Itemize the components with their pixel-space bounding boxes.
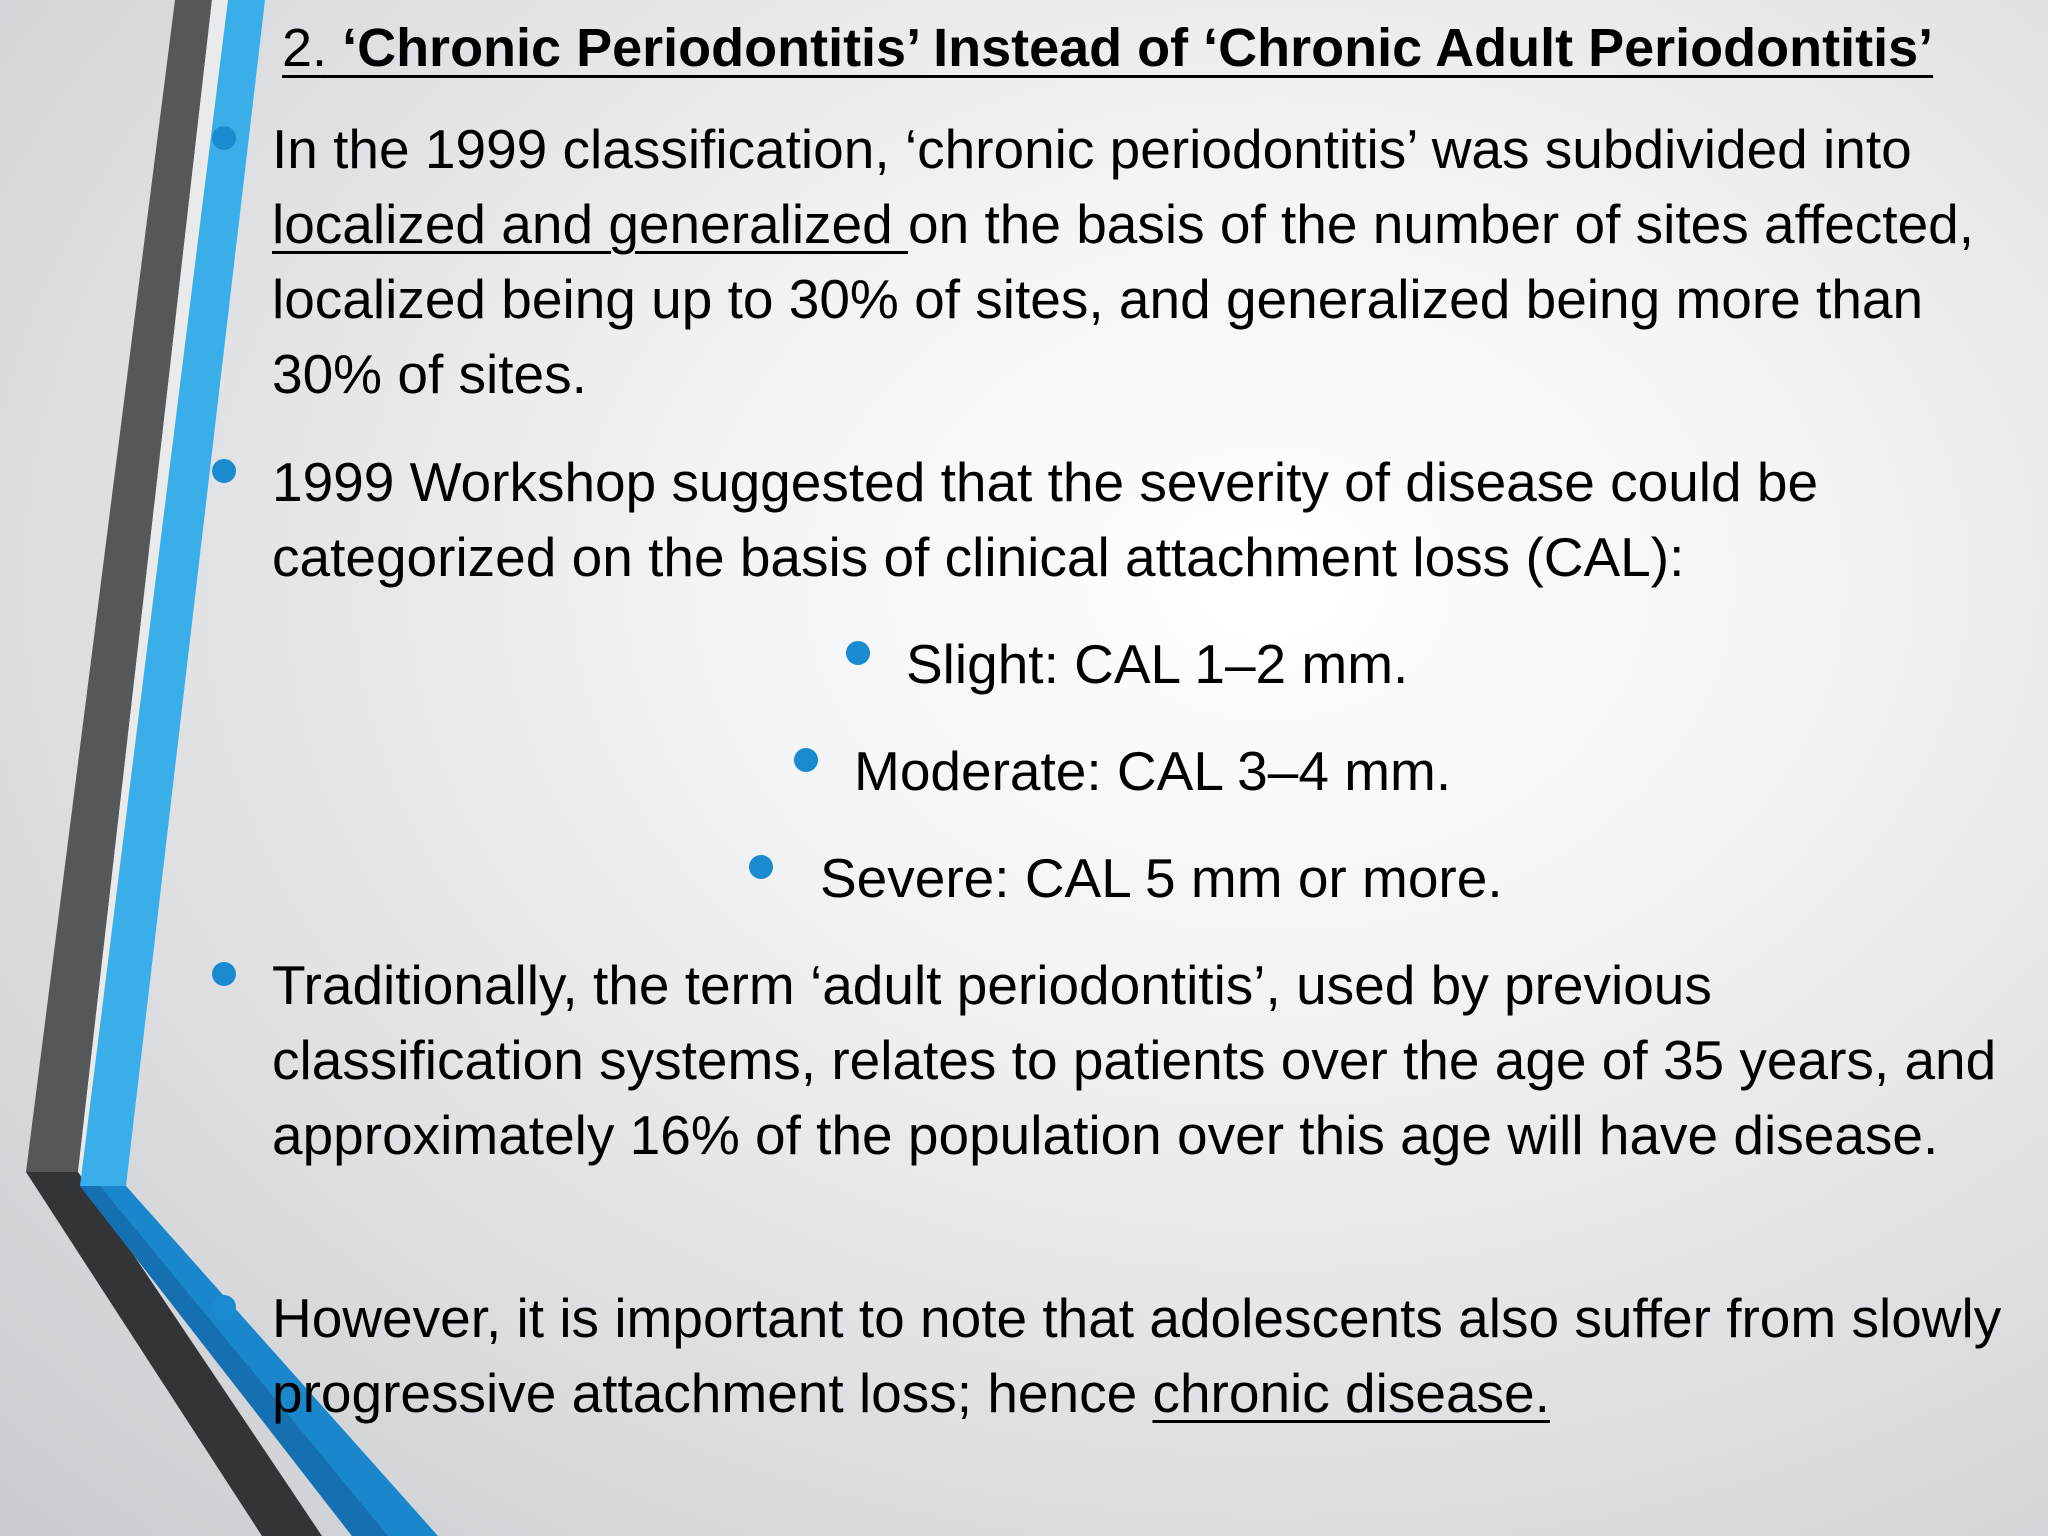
severity-severe: Severe: CAL 5 mm or more. (820, 847, 1503, 909)
bullet-traditional (272, 948, 2032, 1173)
severity-slight: Slight: CAL 1–2 mm. (906, 633, 1409, 695)
bullet-workshop-text: 1999 Workshop suggested that the severity of disease could be categorized on the basis of clinical attachment loss (CAL): (272, 451, 1819, 588)
bullet-adolescents (272, 1281, 2032, 1431)
title-number: 2. (282, 18, 328, 78)
bullet-traditional-text: Traditionally, the term ‘adult periodontitis’, used by previous classification systems, relates to patients over the age of 35 years, and approximately 16% of the population over this age will have disease. (272, 954, 1997, 1166)
slide-title (282, 14, 2042, 82)
bullet-workshop (272, 445, 2032, 595)
bullet-dot (212, 962, 236, 986)
bullet-dot (212, 126, 236, 150)
bullet-dot (212, 459, 236, 483)
severity-moderate: Moderate: CAL 3–4 mm. (854, 740, 1452, 802)
title-text: ‘Chronic Periodontitis’ Instead of ‘Chronic Adult Periodontitis’ (342, 18, 1934, 78)
bullet-dot (846, 641, 870, 665)
localized-generalized-underlined: localized and generalized (272, 193, 908, 255)
bullet-classification-rest: on the basis of the number of sites affected, localized being up to 30% of sites, and generalized being more than 30% of sites. (272, 193, 1975, 405)
bullet-dot (749, 855, 773, 879)
bullet-classification (272, 112, 2032, 412)
chronic-disease-underlined: chronic disease. (1152, 1362, 1550, 1424)
bullet-classification-text: In the 1999 classification, ‘chronic periodontitis’ was subdivided into (272, 118, 1912, 180)
bullet-dot (794, 748, 818, 772)
bullet-adolescents-text: However, it is important to note that adolescents also suffer from slowly progressive attachment loss; hence (272, 1287, 2002, 1424)
bullet-dot (212, 1295, 236, 1319)
